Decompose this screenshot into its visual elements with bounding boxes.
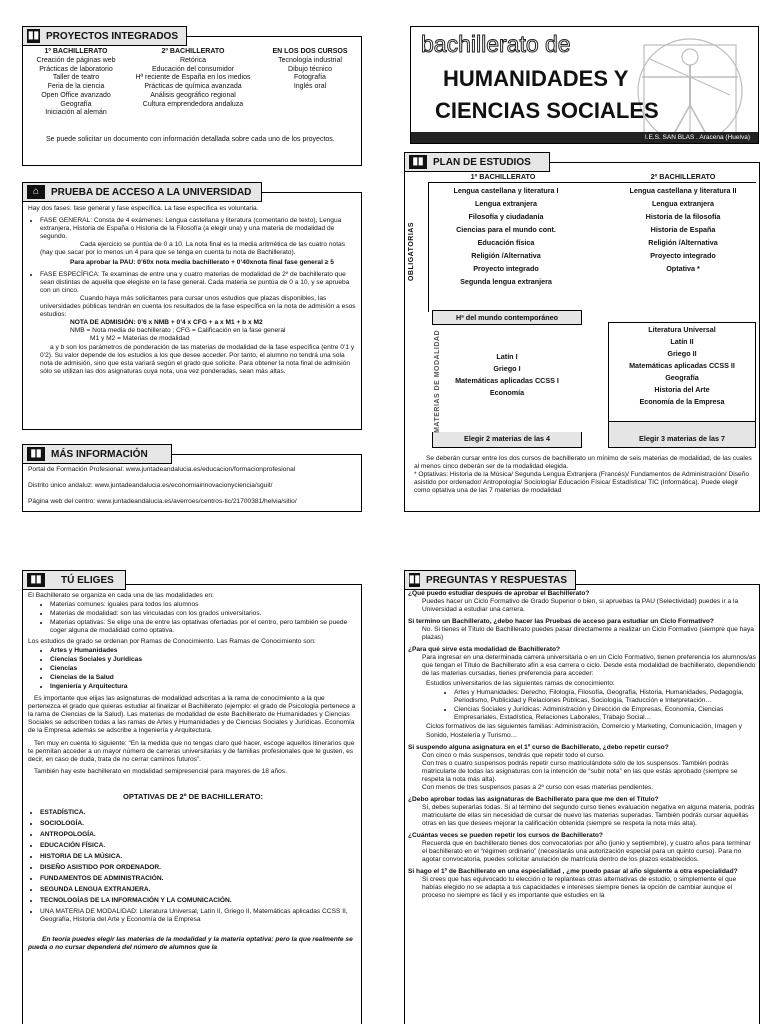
plan-subject: Religión /Alternativa	[471, 251, 541, 260]
proyecto-item: Retórica	[179, 56, 207, 64]
proyecto-item: Dibujo técnico	[288, 65, 332, 73]
optativa-item: • HISTORIA DE LA MÚSICA.	[40, 853, 358, 861]
plan-subject: Religión /Alternativa	[648, 238, 718, 247]
q6: ¿Cuántas veces se pueden repetir los cursos de Bachillerato?	[408, 831, 603, 839]
eliges-p5: También hay este bachillerato en modalidad semipresencial para mayores de 18 años.	[34, 767, 287, 775]
plan-note-2: * Optativas: Historia de la Música/ Segunda Lengua Extranjera (Francés)/ Fundamentos de Administración/ Diseño asistido por ordenador/ Antropología/ Sociología/ Educación Física/ Estadística/ TIC (Informática). Puede elegir como optativa una de las 7 materias de modalidad	[414, 471, 749, 495]
a5: Sí, debes superarlas todas. Si al término del segundo curso tienes evaluación negativa en alguna materia, podrás matricularte de ellas sin necesidad de cursar de nuevo las materias superadas. También podrás cursar aquellas otras en las que desees mejorar la calificación obtenida (siempre se respeta la nota más alta).	[422, 803, 755, 827]
plan-title: PLAN DE ESTUDIOS	[433, 156, 531, 168]
col1-list	[26, 57, 126, 118]
q2: Si termino un Bachillerato, ¿debo hacer las Pruebas de acceso para estudiar un Ciclo Formativo?	[408, 618, 714, 626]
plan-subject: Lengua castellana y literatura I	[453, 186, 559, 195]
plan-note-1: Se deberán cursar entre los dos cursos de bachillerato un mínimo de seis materias de modalidad, de las cuales al menos cinco deberán ser de la modalidad elegida.	[414, 455, 752, 471]
eliges-p2: Los estudios de grado se ordenan por Ramas de Conocimiento. Las Ramas de Conocimiento son:	[28, 638, 316, 646]
plan-mod-label: MATERIAS DE MODALIDAD	[434, 330, 441, 433]
optativa-item: • SEGUNDA LENGUA EXTRANJERA.	[40, 886, 358, 894]
prueba-title: PRUEBA DE ACCESO A LA UNIVERSIDAD	[51, 186, 252, 198]
plan-notes	[414, 455, 754, 495]
plan-oblig-area	[428, 182, 756, 312]
proyectos-col3	[262, 48, 358, 92]
prueba-ab: a y b son los parámetros de ponderación de las materias de modalidad de la fase específica (entre 0’1 y 0’2). Su valor depende de los estudios a los que desee acceder. Por tanto, el alumno no tendrá una sola nota de admisión, sino que esta variará según el grado que solicite. Para obtener la nota final de admisión sólo se utilizan las dos asignaturas cuya nota, una vez ponderadas, sean más altas.	[40, 343, 355, 375]
a7: Si crees que has equivocado tu elección o te replanteas otras alternativas de estudio, o simplemente el que habías elegido no se adapta a tus capacidades e intereses siempre tienes la opción de cambiar aunque el proceso no siempre es fácil y es importante que estudies en la	[422, 876, 737, 900]
proyecto-item: Prácticas de laboratorio	[39, 65, 113, 73]
list-item: • Ciencias Sociales y Jurídicas: Administración y Dirección de Empresas, Economía, Ciencias Empresariales, Estadística, Relaciones Laborales, Trabajo Social…	[454, 706, 756, 722]
col2-title: 2º BACHILLERATO	[161, 48, 225, 55]
building-icon: ⌂	[27, 185, 45, 199]
plan-subject: Latín II	[670, 337, 694, 346]
eliges-opt-last-list	[40, 908, 358, 924]
col2-list	[128, 57, 258, 110]
list-item: • Ingeniería y Arquitectura	[50, 683, 358, 691]
a2: No. Si tienes el Título de Bachillerato puedes pasar directamente a realizar un Ciclo Formativo (siempre que haya plazas)	[422, 626, 754, 642]
prueba-formula: NOTA DE ADMISIÓN: 0’6 x NMB + 0’4 x CFG + a x M1 + b x M2	[70, 319, 263, 327]
plan-subject: Historia de la filosofía	[645, 212, 721, 221]
prueba-header	[22, 182, 262, 202]
eliges-list-2	[50, 647, 358, 691]
proyecto-item: Fotografía	[294, 74, 326, 82]
list-item: • Ciencias Sociales y Jurídicas	[50, 656, 358, 664]
proyecto-item: Educación del consumidor	[151, 65, 235, 73]
preguntas-title: PREGUNTAS Y RESPUESTAS	[426, 574, 567, 586]
book-icon: ▮▮	[27, 573, 45, 587]
plan-subject: Matemáticas aplicadas CCSS I	[455, 376, 559, 385]
q5: ¿Debo aprobar todas las asignaturas de Bachillerato para que me den el Título?	[408, 795, 659, 803]
vitruvian-man-illustration	[630, 33, 750, 144]
plan-header	[404, 152, 550, 172]
list-item: • Artes y Humanidades: Derecho, Filología, Filosofía, Geografía, Historia, Humanidades, Pedagogía, Periodismo, Publicidad y Relaciones Públicas, Sociología, Traducción e Interpretación…	[454, 689, 756, 705]
header-outline-text: bachillerato de	[421, 31, 571, 57]
plan-subject: Filosofía y ciudadanía	[468, 212, 544, 221]
plan-subject: Griego I	[493, 364, 521, 373]
a3c: Ciclos formativos de las siguientes familias: Administración, Comercio y Marketing, Comunicación, Imagen y Sonido, Hostelería y Turismo…	[426, 723, 742, 739]
proyecto-item: Cultura emprendedora andaluza	[142, 100, 244, 108]
proyecto-item: Iniciación al alemán	[45, 109, 107, 117]
q7: Si hago el 1º de Bachillerato en una especialidad , ¿me puedo pasar al año siguiente a otra especialidad?	[408, 867, 738, 875]
prueba-formula-2: NMB = Nota media de bachillerato ; CFG = Calificación en la fase general	[70, 327, 286, 335]
eliges-header	[22, 570, 126, 590]
list-item: • Materias optativas: Se elige una de entre las optativas ofertadas por el centro, pero también se puede coger alguna de modalidad como optativa.	[50, 619, 358, 635]
plan-h2: 2º BACHILLERATO	[650, 172, 716, 181]
eliges-opt-last: • UNA MATERIA DE MODALIDAD: Literatura Universal, Latín II, Griego II, Matemáticas aplicadas CCSS II, Geografía, Historia del Arte y Economía de la Empresa	[40, 908, 358, 924]
plan-oblig-col1	[429, 186, 583, 290]
plan-subject: Economía	[489, 388, 525, 397]
plan-mod1-head: Hª del mundo contemporáneo	[455, 313, 559, 322]
plan-subject: Segunda lengua extranjera	[460, 277, 552, 286]
a3-list	[454, 689, 756, 722]
plan-subject: Lengua extranjera	[475, 199, 537, 208]
proyecto-item: Creación de páginas web	[36, 56, 116, 64]
a6: Recuerda que en bachillerato tienes dos convocatorias por año (junio y septiembre), y cuatro años para terminar el bachillerato en el “régimen ordinario” (necesitarás una autorización especial para un quinto curso). Para no agotar convocatoria, puedes solicitar anulación de matrícula dentro de los plazos establecidos.	[422, 839, 751, 863]
q4: Si suspendo alguna asignatura en el 1º curso de Bachillerato, ¿debo repetir curso?	[408, 743, 669, 751]
info-header	[22, 444, 172, 464]
plan-subject: Matemáticas aplicadas CCSS II	[629, 361, 735, 370]
plan-mod1-list	[432, 352, 582, 400]
col3-title: EN LOS DOS CURSOS	[272, 48, 348, 55]
book-icon: ▮▮	[27, 447, 45, 461]
list-item: • Artes y Humanidades	[50, 647, 358, 655]
optativa-item: • DISEÑO ASISTIDO POR ORDENADOR.	[40, 864, 358, 872]
a4: Con cinco o más suspensos, tendrás que repetir todo el curso. Con tres o cuatro suspensos podrás repetir curso matriculándote sólo de los suspensos. También podrás matricularte de todas las asignaturas con la intención de “subir nota” en las que estás aprobado (siempre se respeta la nota más alta). Con menos de tres suspensos pasas a 2º curso con esas materias pendientes.	[422, 751, 738, 791]
q3: ¿Para qué sirve esta modalidad de Bachillerato?	[408, 646, 561, 654]
eliges-body	[28, 592, 358, 952]
plan-mod2-foot: Elegir 3 materias de las 7	[639, 434, 725, 443]
plan-subject: Optativa *	[666, 264, 700, 273]
prueba-list	[40, 217, 358, 376]
book-icon: ▮▮	[409, 574, 421, 585]
optativa-item: • ANTROPOLOGÍA.	[40, 831, 358, 839]
plan-subject: Economía de la Empresa	[639, 397, 725, 406]
prueba-pau: Para aprobar la PAU: 0’60x nota media bachillerato + 0’40xnota final fase general ≥ 5	[70, 259, 334, 267]
optativa-item: • FUNDAMENTOS DE ADMINISTRACIÓN.	[40, 875, 358, 883]
list-item: • Ciencias	[50, 665, 358, 673]
header-school-bar	[411, 132, 758, 143]
prueba-especifica-2: Cuando haya más solicitantes para cursar unos estudios que plazas disponibles, las universidades públicas tendrán en cuenta los resultados de la fase específica en la nota de admisión a esos estudios:	[40, 295, 356, 319]
plan-mod1-foot: Elegir 2 materias de las 4	[464, 434, 550, 443]
plan-subject: Proyecto integrado	[473, 264, 539, 273]
prueba-general-item	[40, 217, 358, 267]
plan-subject: Griego II	[667, 349, 697, 358]
col1-title: 1º BACHILLERATO	[44, 48, 108, 55]
plan-subject: Lengua castellana y literatura II	[629, 186, 737, 195]
eliges-p3: Es importante que elijas las asignaturas de modalidad adscritas a la rama de conocimiento a la que pertenezca el grado que quieras estudiar al finalizar el Bachillerato (ejemplo: el grado de Psicología pertenece a la rama de Ciencias de la Salud). Las materias de modalidad de este Bachillerato de Humanidades y Ciencias Sociales se adscriben todas a las ramas de Artes y Humanidades y de Ciencias Sociales y Jurídicas. Economía de la Empresa además se adscribe a Ingeniería y Arquitectura.	[28, 695, 356, 735]
prueba-especifica: FASE ESPECÍFICA: Te examinas de entre una y cuatro materias de modalidad de 2º de bachillerato que sean distintas de aquella que elegiste en la fase general. Cada materia se puntúa de 0 a 10, y se aprueba con un cinco.	[40, 271, 350, 295]
prueba-formula-3: M1 y M2 = Materias de modalidad	[90, 335, 190, 343]
plan-oblig-label: OBLIGATORIAS	[408, 222, 415, 282]
eliges-opt-list	[40, 809, 358, 905]
plan-subject: Literatura Universal	[648, 325, 716, 334]
plan-table	[428, 172, 756, 450]
a3: Para ingresar en una determinada carrera universitaria o en un Ciclo Formativo, tienen preferencia los alumnos/as que tengan el Título de Bachillerato afín a esa carrera o ciclo. Desde esta modalidad de bachillerato, dependiendo de las materias cursadas, tienes preferencia para acceder:	[422, 654, 756, 678]
eliges-title: TÚ ELIGES	[61, 574, 114, 586]
info-line-2[interactable]: Distrito único andaluz: www.juntadeandalucia.es/economiainnovacionyciencia/sguit/	[28, 482, 273, 490]
proyectos-title: PROYECTOS INTEGRADOS	[45, 30, 178, 42]
prueba-general-2: Cada ejercicio se puntúa de 0 a 10. La nota final es la media aritmética de las cuatro notas (hay que sacar por lo menos un 4 para que se tenga en cuenta tu nota de Bachillerato).	[40, 241, 346, 257]
prueba-especifica-item	[40, 271, 358, 375]
preguntas-body	[408, 590, 756, 900]
prueba-general: FASE GENERAL: Consta de 4 exámenes: Lengua castellana y literatura (comentario de texto), Lengua extranjera, Historia de España o Historia de la Filosofía (a elegir una) y una materia de modalidad de segundo.	[40, 217, 342, 241]
optativa-item: • ESTADÍSTICA.	[40, 809, 358, 817]
book-icon: ▮▮	[409, 155, 427, 169]
q1: ¿Qué puedo estudiar después de aprobar el Bachillerato?	[408, 590, 590, 597]
plan-subject: Latín I	[496, 352, 518, 361]
eliges-list-1	[50, 601, 358, 635]
optativa-item: • SOCIOLOGÍA.	[40, 820, 358, 828]
proyecto-item: Taller de teatro	[52, 74, 100, 82]
a3b: Estudios universitarios de las siguientes ramas de conocimiento:	[426, 680, 615, 688]
preguntas-header	[404, 570, 576, 590]
proyecto-item: Feria de la ciencia	[47, 83, 105, 90]
proyectos-note: Se puede solicitar un documento con información detallada sobre cada uno de los proyectos.	[46, 136, 335, 143]
proyecto-item: Tecnología industrial	[278, 56, 342, 64]
proyectos-header	[22, 26, 187, 46]
plan-oblig-col2	[609, 186, 757, 277]
plan-subject: Historia de España	[650, 225, 716, 234]
list-item: • Ciencias de la Salud	[50, 674, 358, 682]
prueba-intro: Hay dos fases: fase general y fase específica. La fase específica es voluntaria.	[28, 205, 259, 212]
plan-subject: Proyecto integrado	[650, 251, 716, 260]
proyecto-item: Prácticas de química avanzada	[144, 83, 242, 90]
header-title-box	[410, 26, 759, 144]
proyecto-item: Análisis geográfico regional	[150, 91, 236, 99]
proyecto-item: Hª reciente de España en los medios	[135, 74, 251, 82]
proyectos-col2	[128, 48, 258, 109]
plan-subject: Historia del Arte	[654, 385, 710, 394]
optativa-item: • EDUCACIÓN FÍSICA.	[40, 842, 358, 850]
proyecto-item: Geografía	[60, 100, 92, 108]
eliges-p1: El Bachillerato se organiza en cada una de las modalidades en:	[28, 592, 214, 599]
plan-subject: Educación física	[477, 238, 535, 247]
proyecto-item: Inglés oral	[293, 83, 327, 90]
plan-subject: Geografía	[665, 373, 699, 382]
header-title-2: CIENCIAS SOCIALES	[435, 98, 659, 123]
eliges-final: En teoría puedes elegir las materias de la modalidad y la materia optativa: pero la que realmente se pueda o no cursar dependerá del número de alumnos que la	[28, 936, 353, 952]
a1: Puedes hacer un Ciclo Formativo de Grado Superior o bien, si apruebas la PAU (Selectividad) puedes ir a la Universidad a estudiar una carrera.	[422, 598, 739, 614]
book-icon: ▮▮	[27, 30, 39, 41]
info-line-3[interactable]: Página web del centro: www.juntadeandalucia.es/averroes/centros-tic/21700381/helvia/sitio/	[28, 498, 297, 506]
optativa-item: • TECNOLOGÍAS DE LA INFORMACIÓN Y LA COMUNICACIÓN.	[40, 897, 358, 905]
eliges-p4: Ten muy en cuenta lo siguiente: “En la medida que no tengas claro qué hacer, escoge aquellos itinerarios que te permitan acceder a un mayor número de carreras universitarias y de familias profesionales que te gusten, es decir, en caso de duda, trata de no cerrar caminos futuros”.	[28, 739, 355, 763]
info-body	[28, 466, 360, 506]
info-title: MÁS INFORMACIÓN	[51, 448, 148, 460]
list-item: • Materias de modalidad: son las vinculadas con los grados universitarios.	[50, 610, 358, 618]
plan-h1: 1º BACHILLERATO	[470, 172, 536, 181]
plan-mod2-list	[608, 325, 756, 409]
eliges-opt-title: OPTATIVAS DE 2º DE BACHILLERATO:	[122, 791, 264, 801]
proyectos-col1	[26, 48, 126, 118]
list-item: • Materias comunes: iguales para todos los alumnos	[50, 601, 358, 609]
info-line-1[interactable]: Portal de Formación Profesional: www.juntadeandalucia.es/educacion/formacionprofesional	[28, 466, 296, 473]
plan-subject: Lengua extranjera	[652, 199, 714, 208]
proyecto-item: Open Office avanzado	[41, 91, 111, 99]
header-school: I.E.S. SAN BLAS . Aracena (Huelva)	[644, 134, 750, 141]
plan-subject: Ciencias para el mundo cont.	[456, 225, 556, 234]
prueba-body	[28, 205, 358, 377]
col3-list	[262, 57, 358, 92]
header-title-1: HUMANIDADES Y	[443, 66, 629, 91]
